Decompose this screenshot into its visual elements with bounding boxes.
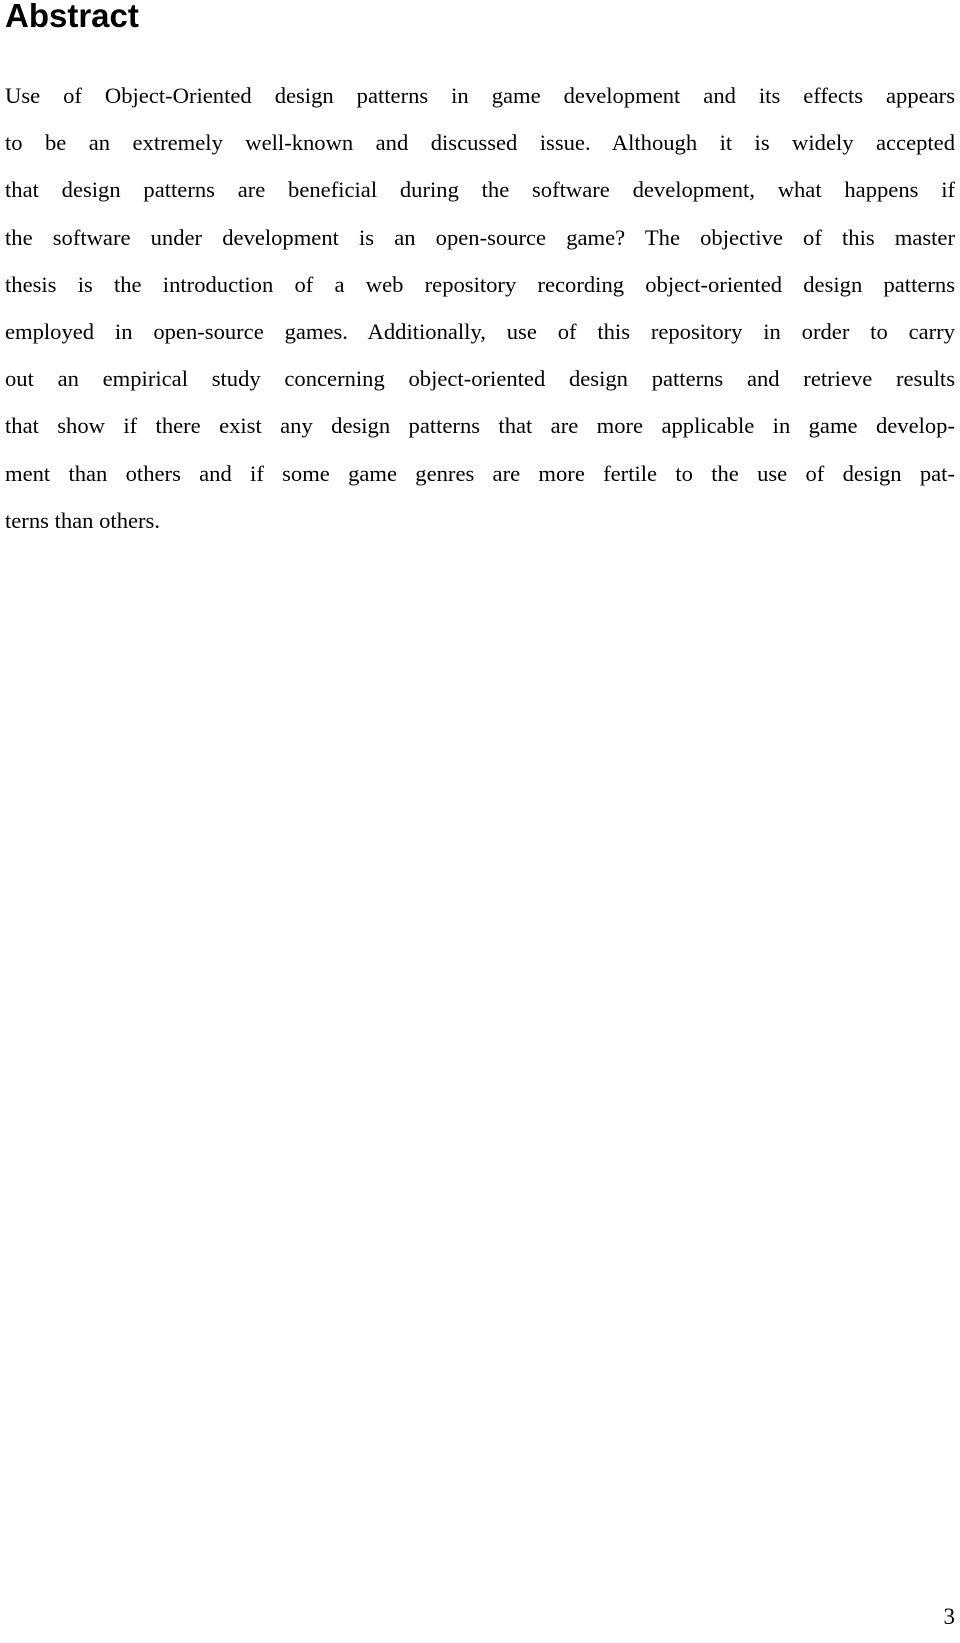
paragraph-line: to be an extremely well-known and discussed issue. Although it is widely accepted: [5, 130, 955, 156]
abstract-paragraph: [5, 72, 955, 544]
paragraph-line: thesis is the introduction of a web repository recording object-oriented design patterns: [5, 271, 955, 297]
page-number: 3: [943, 1604, 955, 1629]
paragraph-line: ment than others and if some game genres are more fertile to the use of design pat-: [5, 460, 955, 486]
paragraph-line: out an empirical study concerning object-oriented design patterns and retrieve results: [5, 366, 955, 392]
section-heading: Abstract: [5, 0, 139, 34]
paragraph-line: that show if there exist any design patterns that are more applicable in game develop-: [5, 413, 955, 439]
paragraph-line: terns than others.: [5, 507, 160, 533]
paragraph-line: the software under development is an open-source game? The objective of this master: [5, 224, 955, 250]
paragraph-line: employed in open-source games. Additionally, use of this repository in order to carry: [5, 319, 955, 345]
paragraph-line: that design patterns are beneficial during the software development, what happens if: [5, 177, 955, 203]
paragraph-line: Use of Object-Oriented design patterns in game development and its effects appears: [5, 83, 955, 108]
